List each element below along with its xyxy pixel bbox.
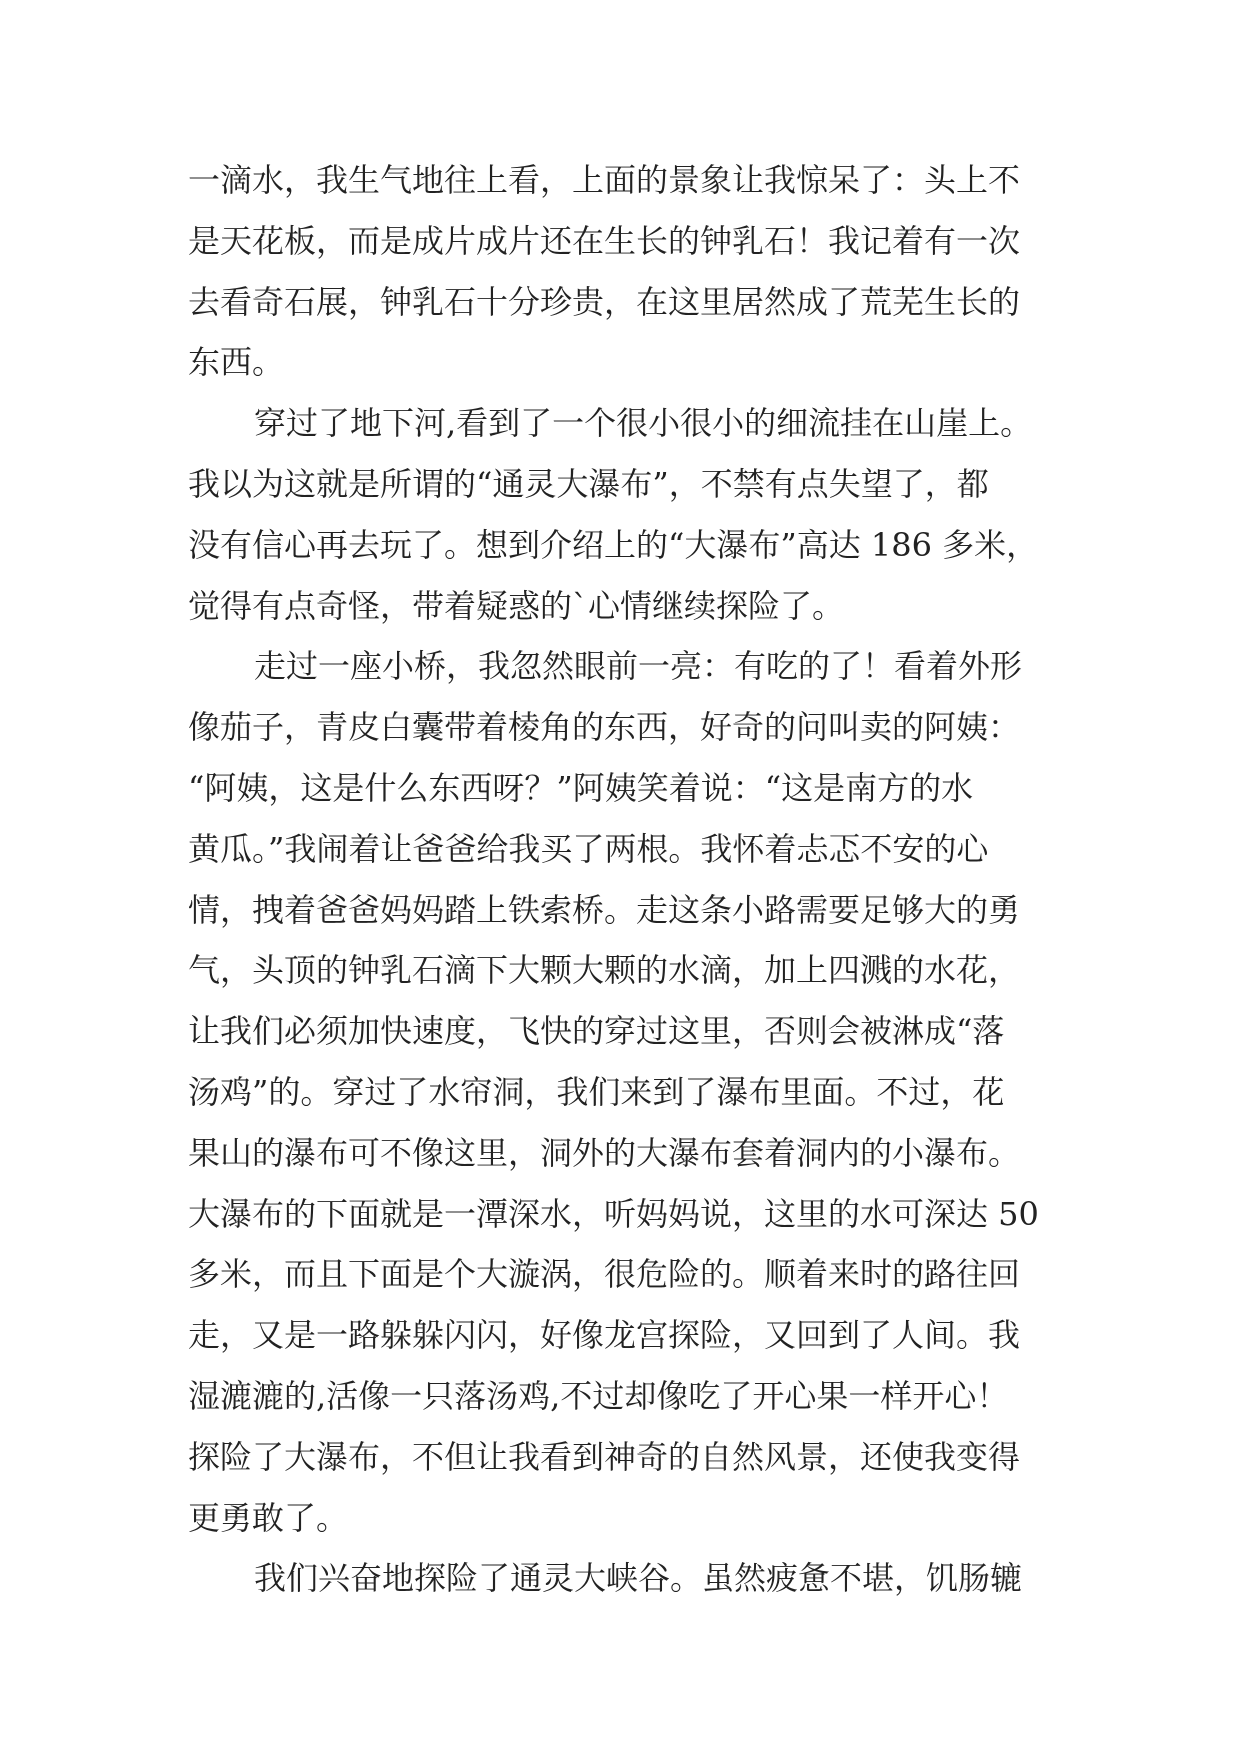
- text-line: 果山的瀑布可不像这里，洞外的大瀑布套着洞内的小瀑布。: [188, 1133, 1021, 1172]
- text-line: 黄瓜。”我闹着让爸爸给我买了两根。我怀着忐忑不安的心: [188, 829, 989, 868]
- text-line: 一滴水，我生气地往上看，上面的景象让我惊呆了：头上不: [188, 161, 1021, 199]
- text-line: 大瀑布的下面就是一潭深水，听妈妈说，这里的水可深达 50: [188, 1194, 1039, 1233]
- paragraph: [188, 636, 1068, 1548]
- text-line: 更勇敢了。: [188, 1498, 349, 1537]
- text-line: “阿姨，这是什么东西呀？”阿姨笑着说：“这是南方的水: [188, 768, 974, 807]
- text-line: 情，拽着爸爸妈妈踏上铁索桥。走这条小路需要足够大的勇: [188, 890, 1021, 929]
- paragraph: [188, 150, 1068, 393]
- paragraph: [188, 1548, 1068, 1609]
- text-line: 我以为这就是所谓的“通灵大瀑布”，不禁有点失望了，都: [188, 464, 989, 503]
- text-line: 探险了大瀑布，不但让我看到神奇的自然风景，还使我变得: [188, 1437, 1021, 1476]
- text-line: 是天花板，而是成片成片还在生长的钟乳石！我记着有一次: [188, 221, 1021, 260]
- text-line: 让我们必须加快速度，飞快的穿过这里，否则会被淋成“落: [188, 1012, 1005, 1051]
- text-line: 东西。: [188, 343, 285, 382]
- text-line: 走，又是一路躲躲闪闪，好像龙宫探险，又回到了人间。我: [188, 1316, 1021, 1355]
- text-line: 没有信心再去玩了。想到介绍上的“大瀑布”高达 186 多米，: [188, 525, 1039, 564]
- text-line: 汤鸡”的。穿过了水帘洞，我们来到了瀑布里面。不过，花: [188, 1072, 1005, 1111]
- text-line: 像茄子，青皮白囊带着棱角的东西，好奇的问叫卖的阿姨：: [188, 708, 1021, 747]
- text-line: 走过一座小桥，我忽然眼前一亮：有吃的了！看着外形: [254, 647, 1023, 686]
- text-line: 觉得有点奇怪，带着疑惑的`心情继续探险了。: [188, 586, 845, 625]
- text-line: 穿过了地下河,看到了一个很小很小的细流挂在山崖上。: [254, 404, 1033, 443]
- text-line: 湿漉漉的,活像一只落汤鸡,不过却像吃了开心果一样开心！: [188, 1376, 1009, 1415]
- text-line: 气，头顶的钟乳石滴下大颗大颗的水滴，加上四溅的水花，: [188, 951, 1021, 990]
- text-line: 去看奇石展，钟乳石十分珍贵，在这里居然成了荒芜生长的: [188, 282, 1021, 321]
- text-line: 多米，而且下面是个大漩涡，很危险的。顺着来时的路往回: [188, 1255, 1021, 1294]
- paragraph: [188, 393, 1068, 636]
- text-line: 我们兴奋地探险了通灵大峡谷。虽然疲惫不堪，饥肠辘: [254, 1559, 1023, 1598]
- body-text: [188, 150, 1068, 1609]
